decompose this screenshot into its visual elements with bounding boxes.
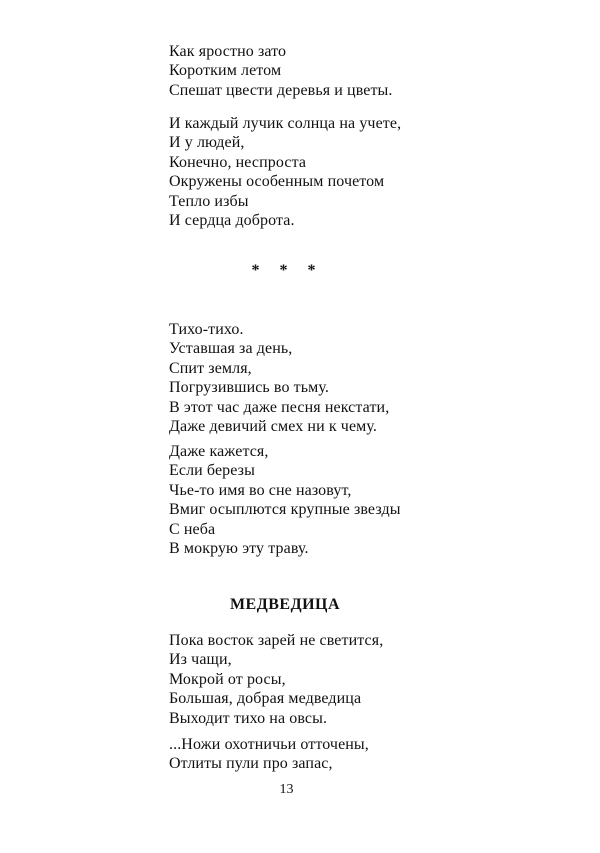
poem-line: Спешат цвести деревья и цветы. xyxy=(169,81,393,99)
poem2-stanza1 xyxy=(169,320,389,436)
poem-line: Даже кажется, xyxy=(169,443,269,460)
poem-line: Как яростно зато xyxy=(169,43,287,60)
poem-line: Даже девичий смех ни к чему. xyxy=(169,418,377,436)
poem-line: С неба xyxy=(169,520,216,538)
section-separator: * * * xyxy=(251,262,324,279)
poem-line: Отлиты пули про запас, xyxy=(169,755,333,773)
poem1-stanza2 xyxy=(169,114,401,230)
poem3-stanza2 xyxy=(169,735,369,774)
poem-line: Тихо-тихо. xyxy=(169,321,244,338)
poem-line: Большая, добрая медведица xyxy=(169,690,362,708)
poem-line: ...Ножи охотничьи отточены, xyxy=(169,736,369,753)
poem-line: Мокрой от росы, xyxy=(169,670,286,688)
poem2-stanza2 xyxy=(169,442,401,558)
poem-line: Пока восток зарей не светится, xyxy=(169,632,384,649)
poem-line: Если березы xyxy=(169,462,255,480)
poem-line: Вмиг осыплются крупные звезды xyxy=(169,501,401,519)
poem-line: Чье-то имя во сне назовут, xyxy=(169,481,352,499)
poem-line: Окружены особенным почетом xyxy=(169,173,385,191)
poem-line: Конечно, неспроста xyxy=(169,153,307,171)
poem-line: Коротким летом xyxy=(169,62,282,80)
poem-line: Выходит тихо на овсы. xyxy=(169,709,328,727)
poem-line: В этот час даже песня некстати, xyxy=(169,398,390,416)
poem-line: И каждый лучик солнца на учете, xyxy=(169,115,402,132)
page-number: 13 xyxy=(279,782,294,797)
poem-line: Тепло избы xyxy=(169,192,249,210)
poem-line: Уставшая за день, xyxy=(169,340,293,358)
poem-line: Погрузившись во тьму. xyxy=(169,379,329,397)
poem1-stanza1 xyxy=(169,42,393,100)
poem3-stanza1 xyxy=(169,631,383,728)
poem-line: И сердца доброта. xyxy=(169,212,295,230)
poem-title: МЕДВЕДИЦА xyxy=(229,596,341,613)
poem-line: В мокрую эту траву. xyxy=(169,540,309,558)
poem-line: И у людей, xyxy=(169,134,245,152)
poem-line: Из чащи, xyxy=(169,651,232,669)
poem-line: Спит земля, xyxy=(169,359,252,377)
